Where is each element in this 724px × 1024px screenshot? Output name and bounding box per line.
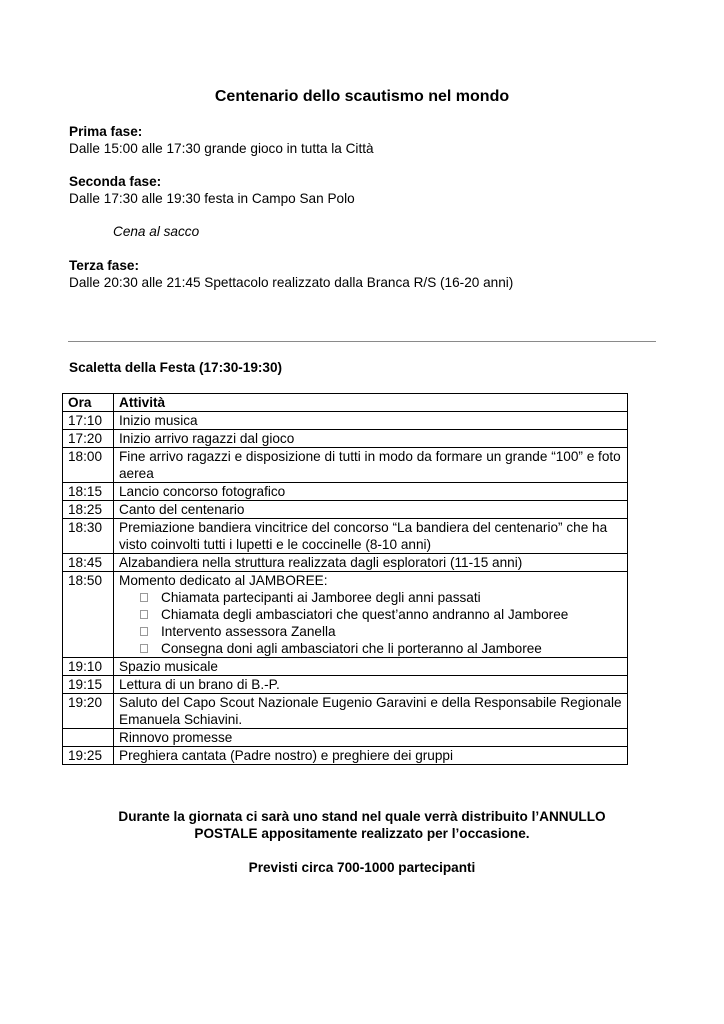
list-item-text: Consegna doni agli ambasciatori che li porteranno al Jamboree [161,641,542,656]
table-row [63,483,628,501]
row-activity: Premiazione bandiera vincitrice del concorso “La bandiera del centenario” che ha visto coinvolti tutti i lupetti e le coccinelle (8-10 anni) [114,519,628,554]
table-row [63,572,628,658]
table-row [63,554,628,572]
document-title: Centenario dello scautismo nel mondo [214,88,510,105]
row-activity: Alzabandiera nella struttura realizzata dagli esploratori (11-15 anni) [114,554,628,572]
row-time: 18:00 [63,448,114,483]
row-time: 17:10 [63,412,114,430]
list-item-text: Intervento assessora Zanella [161,624,336,639]
checkbox-bullet-icon [140,644,148,653]
row-time: 19:20 [63,694,114,729]
row-time: 18:25 [63,501,114,519]
phase-1 [69,123,374,157]
table-row [63,519,628,554]
list-item [140,623,622,640]
table-row [63,676,628,694]
row-activity: Fine arrivo ragazzi e disposizione di tutti in modo da formare un grande “100” e foto aerea [114,448,628,483]
row-time: 18:30 [63,519,114,554]
cena-note: Cena al sacco [113,224,200,239]
row-time [63,729,114,747]
table-row [63,658,628,676]
table-row [63,412,628,430]
list-item-text: Chiamata degli ambasciatori che quest’anno andranno al Jamboree [161,607,569,622]
annullo-notice [0,808,724,842]
phase-text: Dalle 17:30 alle 19:30 festa in Campo San Polo [69,191,355,206]
list-item-text: Chiamata partecipanti ai Jamboree degli anni passati [161,590,481,605]
phase-3 [69,257,513,291]
row-activity: Lancio concorso fotografico [114,483,628,501]
phase-text: Dalle 15:00 alle 17:30 grande gioco in tutta la Città [69,141,374,156]
row-time: 17:20 [63,430,114,448]
list-item [140,606,622,623]
row-time: 18:45 [63,554,114,572]
row-activity: Spazio musicale [114,658,628,676]
checkbox-bullet-icon [140,593,148,602]
jamboree-list [119,589,622,657]
annullo-line-1: Durante la giornata ci sarà uno stand nel quale verrà distribuito l’ANNULLO [118,809,606,824]
row-activity: Canto del centenario [114,501,628,519]
phase-text: Dalle 20:30 alle 21:45 Spettacolo realizzato dalla Branca R/S (16-20 anni) [69,275,514,290]
checkbox-bullet-icon [140,610,148,619]
row-time: 18:15 [63,483,114,501]
row-activity [114,572,628,658]
participants-note: Previsti circa 700-1000 partecipanti [248,860,476,875]
row-activity: Rinnovo promesse [114,729,628,747]
row-activity: Lettura di un brano di B.-P. [114,676,628,694]
header-ora: Ora [63,394,114,412]
phase-label: Terza fase: [69,258,140,273]
row-time: 19:25 [63,747,114,765]
table-row [63,747,628,765]
annullo-line-2: POSTALE appositamente realizzato per l’occasione. [194,826,530,841]
header-attivita: Attività [114,394,628,412]
divider [68,341,656,342]
table-row [63,729,628,747]
list-item [140,640,622,657]
phase-label: Seconda fase: [69,174,162,189]
table-header-row [63,394,628,412]
row-time: 19:10 [63,658,114,676]
row-time: 19:15 [63,676,114,694]
row-activity: Inizio musica [114,412,628,430]
table-row [63,694,628,729]
row-time: 18:50 [63,572,114,658]
row-activity: Saluto del Capo Scout Nazionale Eugenio Garavini e della Responsabile Regionale Emanuela Schiavini. [114,694,628,729]
phase-label: Prima fase: [69,124,143,139]
checkbox-bullet-icon [140,627,148,636]
schedule-table [62,393,628,765]
row-activity: Preghiera cantata (Padre nostro) e preghiere dei gruppi [114,747,628,765]
table-row [63,448,628,483]
phase-2 [69,173,355,207]
table-row [63,430,628,448]
row-activity-text: Momento dedicato al JAMBOREE: [119,573,328,588]
schedule-heading: Scaletta della Festa (17:30-19:30) [69,360,283,375]
row-activity: Inizio arrivo ragazzi dal gioco [114,430,628,448]
list-item [140,589,622,606]
table-row [63,501,628,519]
